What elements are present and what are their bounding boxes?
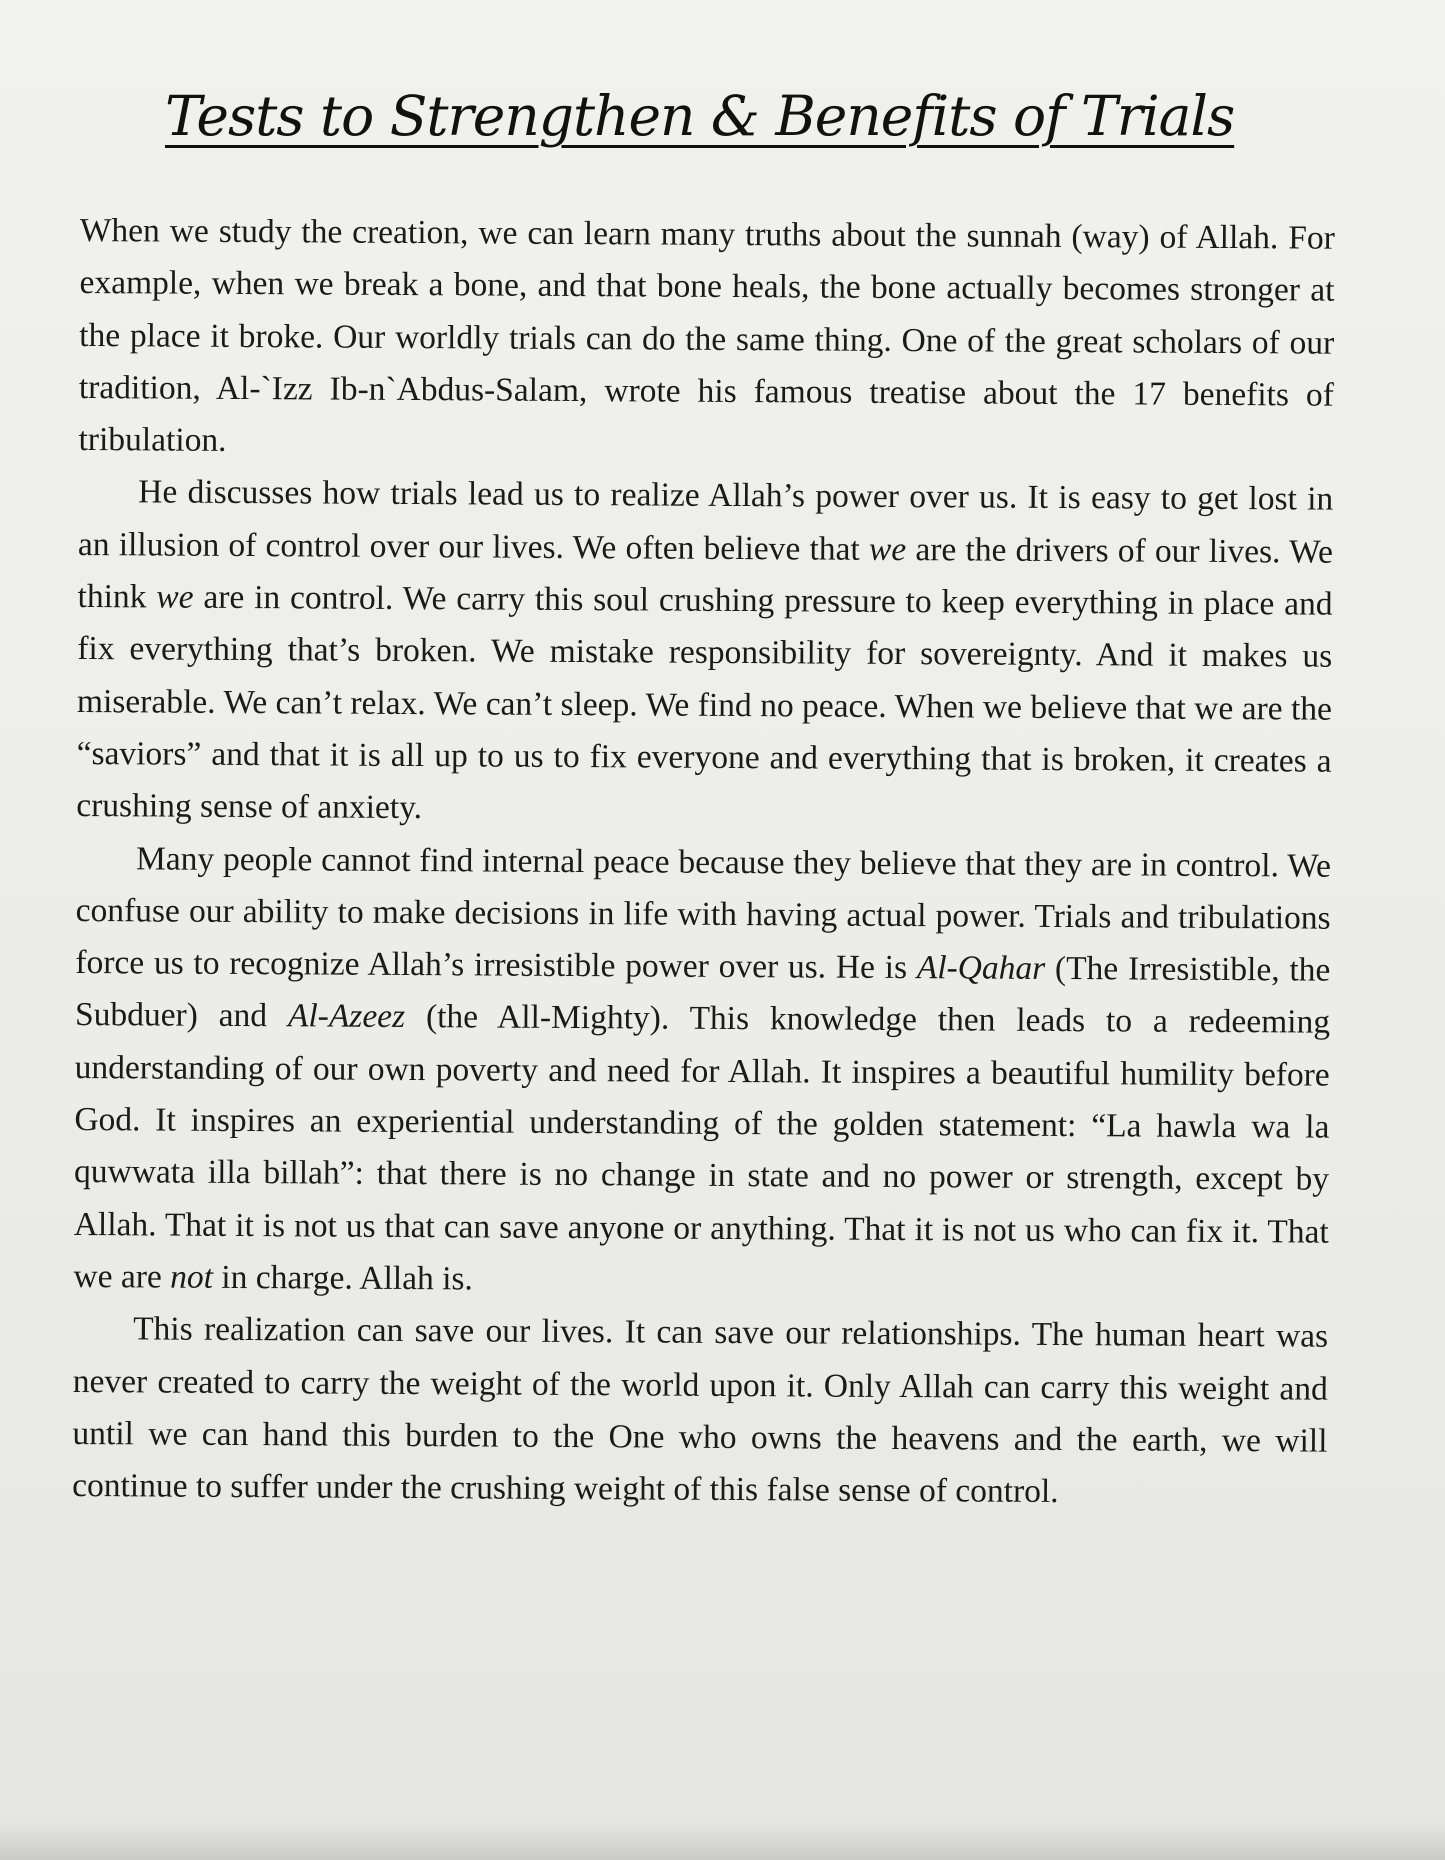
paragraph-3 [73,833,1331,1311]
paragraph-2 [76,466,1333,840]
emphasis-we-1: we [868,530,907,568]
paragraph-3-part-c: (the All-Mighty). This knowledge then leads to a redeeming understanding of our own poverty and need for Allah. It inspires a beautiful humility before God. It inspires an experiential understanding of the golden statement: “La hawla wa la quwwata illa billah”: that there is no change in state and no power or strength, except by Allah. That it is not us that can save anyone or anything. That it is not us who can fix it. That we are [73,998,1331,1296]
paragraph-1: When we study the creation, we can learn many truths about the sunnah (way) of Allah. For example, when we break a bone, and that bone heals, the bone actually becomes stronger at the place it broke. Our worldly trials can do the same thing. One of the great scholars of our tradition, Al-`Izz Ib-n`Abdus-Salam, wrote his famous treatise about the 17 benefits of tribulation. [78,211,1335,460]
paragraph-3-part-a: Many people cannot find internal peace because they believe that they are in control. We confuse our ability to make decisions in life with having actual power. Trials and tribulations force us to recognize Allah’s irresistible power over us. He is [75,839,1332,987]
paragraph-2-part-a: He discusses how trials lead us to realize Allah’s power over us. It is easy to get lost in an illusion of control over our lives. We often believe that [77,473,1334,568]
paragraph-4: This realization can save our lives. It can save our relationships. The human heart was never created to carry the weight of the world upon it. Only Allah can carry this weight and until we can hand this burden to the One who owns the heavens and the earth, we will continue to suffer under the crushing weight of this false sense of control. [72,1310,1329,1511]
emphasis-al-azeez: Al-Azeez [287,997,406,1036]
paragraph-3-part-d: in charge. Allah is. [212,1258,473,1298]
page-edge-shadow [0,1820,1445,1860]
emphasis-al-qahar: Al-Qahar [916,949,1046,988]
page-title: Tests to Strengthen & Benefits of Trials [165,84,1235,148]
body-text [72,205,1335,1520]
emphasis-we-2: we [156,578,194,616]
paragraph-2-part-b: are the drivers of our lives. We think [77,530,1334,616]
paragraph-2-part-c: are in control. We carry this soul crushing pressure to keep everything in place and fix everything that’s broken. We mistake responsibility for sovereignty. And it makes us miserable. We can’t relax. We can’t sleep. We find no peace. When we believe that we are the “saviors” and that it is all up to us to fix everyone and everything that is broken, it creates a crushing sense of anxiety. [76,578,1333,827]
paragraph-3-part-b: (The Irresistible, the Subduer) and [74,950,1331,1035]
emphasis-not: not [170,1258,214,1296]
